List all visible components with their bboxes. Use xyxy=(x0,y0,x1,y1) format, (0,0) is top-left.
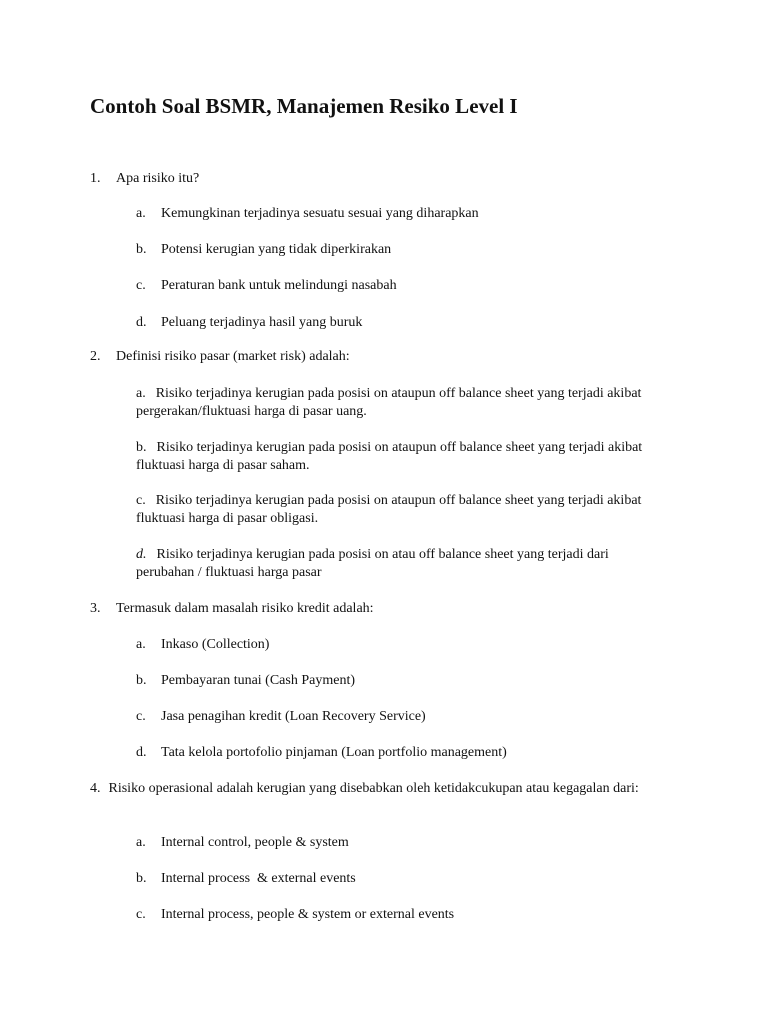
option-text: Peraturan bank untuk melindungi nasabah xyxy=(161,278,397,293)
option-letter: d. xyxy=(136,745,147,760)
option-letter: c. xyxy=(136,278,146,293)
question-3 xyxy=(90,600,670,618)
option-letter: b. xyxy=(136,242,147,257)
option-letter: b. xyxy=(136,871,147,886)
option-letter: b. xyxy=(136,673,147,688)
q1-option-a xyxy=(136,205,666,223)
q1-option-b xyxy=(136,241,666,259)
q2-option-b xyxy=(136,439,666,475)
question-2 xyxy=(90,348,670,366)
page-title: Contoh Soal BSMR, Manajemen Resiko Level I xyxy=(90,94,518,118)
option-text: Potensi kerugian yang tidak diperkirakan xyxy=(161,242,392,257)
question-number: 4. xyxy=(90,781,101,796)
option-text: Risiko terjadinya kerugian pada posisi on ataupun off balance sheet yang terjadi akibat pergerakan/fluktuasi harga di pasar uang. xyxy=(136,386,642,419)
option-text: Risiko terjadinya kerugian pada posisi on atau off balance sheet yang terjadi dari perubahan / fluktuasi harga pasar xyxy=(136,547,609,580)
q4-option-a xyxy=(136,834,666,852)
option-text: Internal process, people & system or external events xyxy=(161,907,455,922)
option-letter: d. xyxy=(136,315,147,330)
q3-option-b xyxy=(136,672,666,690)
option-text: Peluang terjadinya hasil yang buruk xyxy=(161,315,363,330)
question-4 xyxy=(90,780,670,798)
q3-option-d xyxy=(136,744,666,762)
question-text: Risiko operasional adalah kerugian yang disebabkan oleh ketidakcukupan atau kegagalan dari: xyxy=(108,781,639,796)
q2-option-c xyxy=(136,492,666,528)
option-letter: a. xyxy=(136,206,146,221)
q4-option-b xyxy=(136,870,666,888)
question-number: 3. xyxy=(90,601,101,616)
option-text: Jasa penagihan kredit (Loan Recovery Service) xyxy=(161,709,426,724)
q2-option-d xyxy=(136,546,666,582)
option-letter: c. xyxy=(136,709,146,724)
option-text: Risiko terjadinya kerugian pada posisi on ataupun off balance sheet yang terjadi akibat fluktuasi harga di pasar saham. xyxy=(136,440,643,473)
question-1 xyxy=(90,170,670,188)
option-text: Internal process & external events xyxy=(161,871,356,886)
option-text: Tata kelola portofolio pinjaman (Loan portfolio management) xyxy=(161,745,507,760)
q4-option-c xyxy=(136,906,666,924)
question-number: 2. xyxy=(90,349,101,364)
q1-option-d xyxy=(136,314,666,332)
option-letter: a. xyxy=(136,835,146,850)
option-text: Inkaso (Collection) xyxy=(161,637,270,652)
option-letter: a. xyxy=(136,386,146,401)
question-text: Definisi risiko pasar (market risk) adalah: xyxy=(116,349,350,364)
question-text: Apa risiko itu? xyxy=(116,171,200,186)
option-letter: d. xyxy=(136,547,147,562)
q3-option-a xyxy=(136,636,666,654)
option-text: Pembayaran tunai (Cash Payment) xyxy=(161,673,356,688)
option-letter: c. xyxy=(136,907,146,922)
question-number: 1. xyxy=(90,171,101,186)
question-text: Termasuk dalam masalah risiko kredit adalah: xyxy=(116,601,374,616)
option-text: Risiko terjadinya kerugian pada posisi on ataupun off balance sheet yang terjadi akibat fluktuasi harga di pasar obligasi. xyxy=(136,493,642,526)
option-letter: b. xyxy=(136,440,147,455)
q1-option-c xyxy=(136,277,666,295)
option-letter: c. xyxy=(136,493,146,508)
option-letter: a. xyxy=(136,637,146,652)
option-text: Internal control, people & system xyxy=(161,835,349,850)
q3-option-c xyxy=(136,708,666,726)
q2-option-a xyxy=(136,385,666,421)
option-text: Kemungkinan terjadinya sesuatu sesuai yang diharapkan xyxy=(161,206,479,221)
